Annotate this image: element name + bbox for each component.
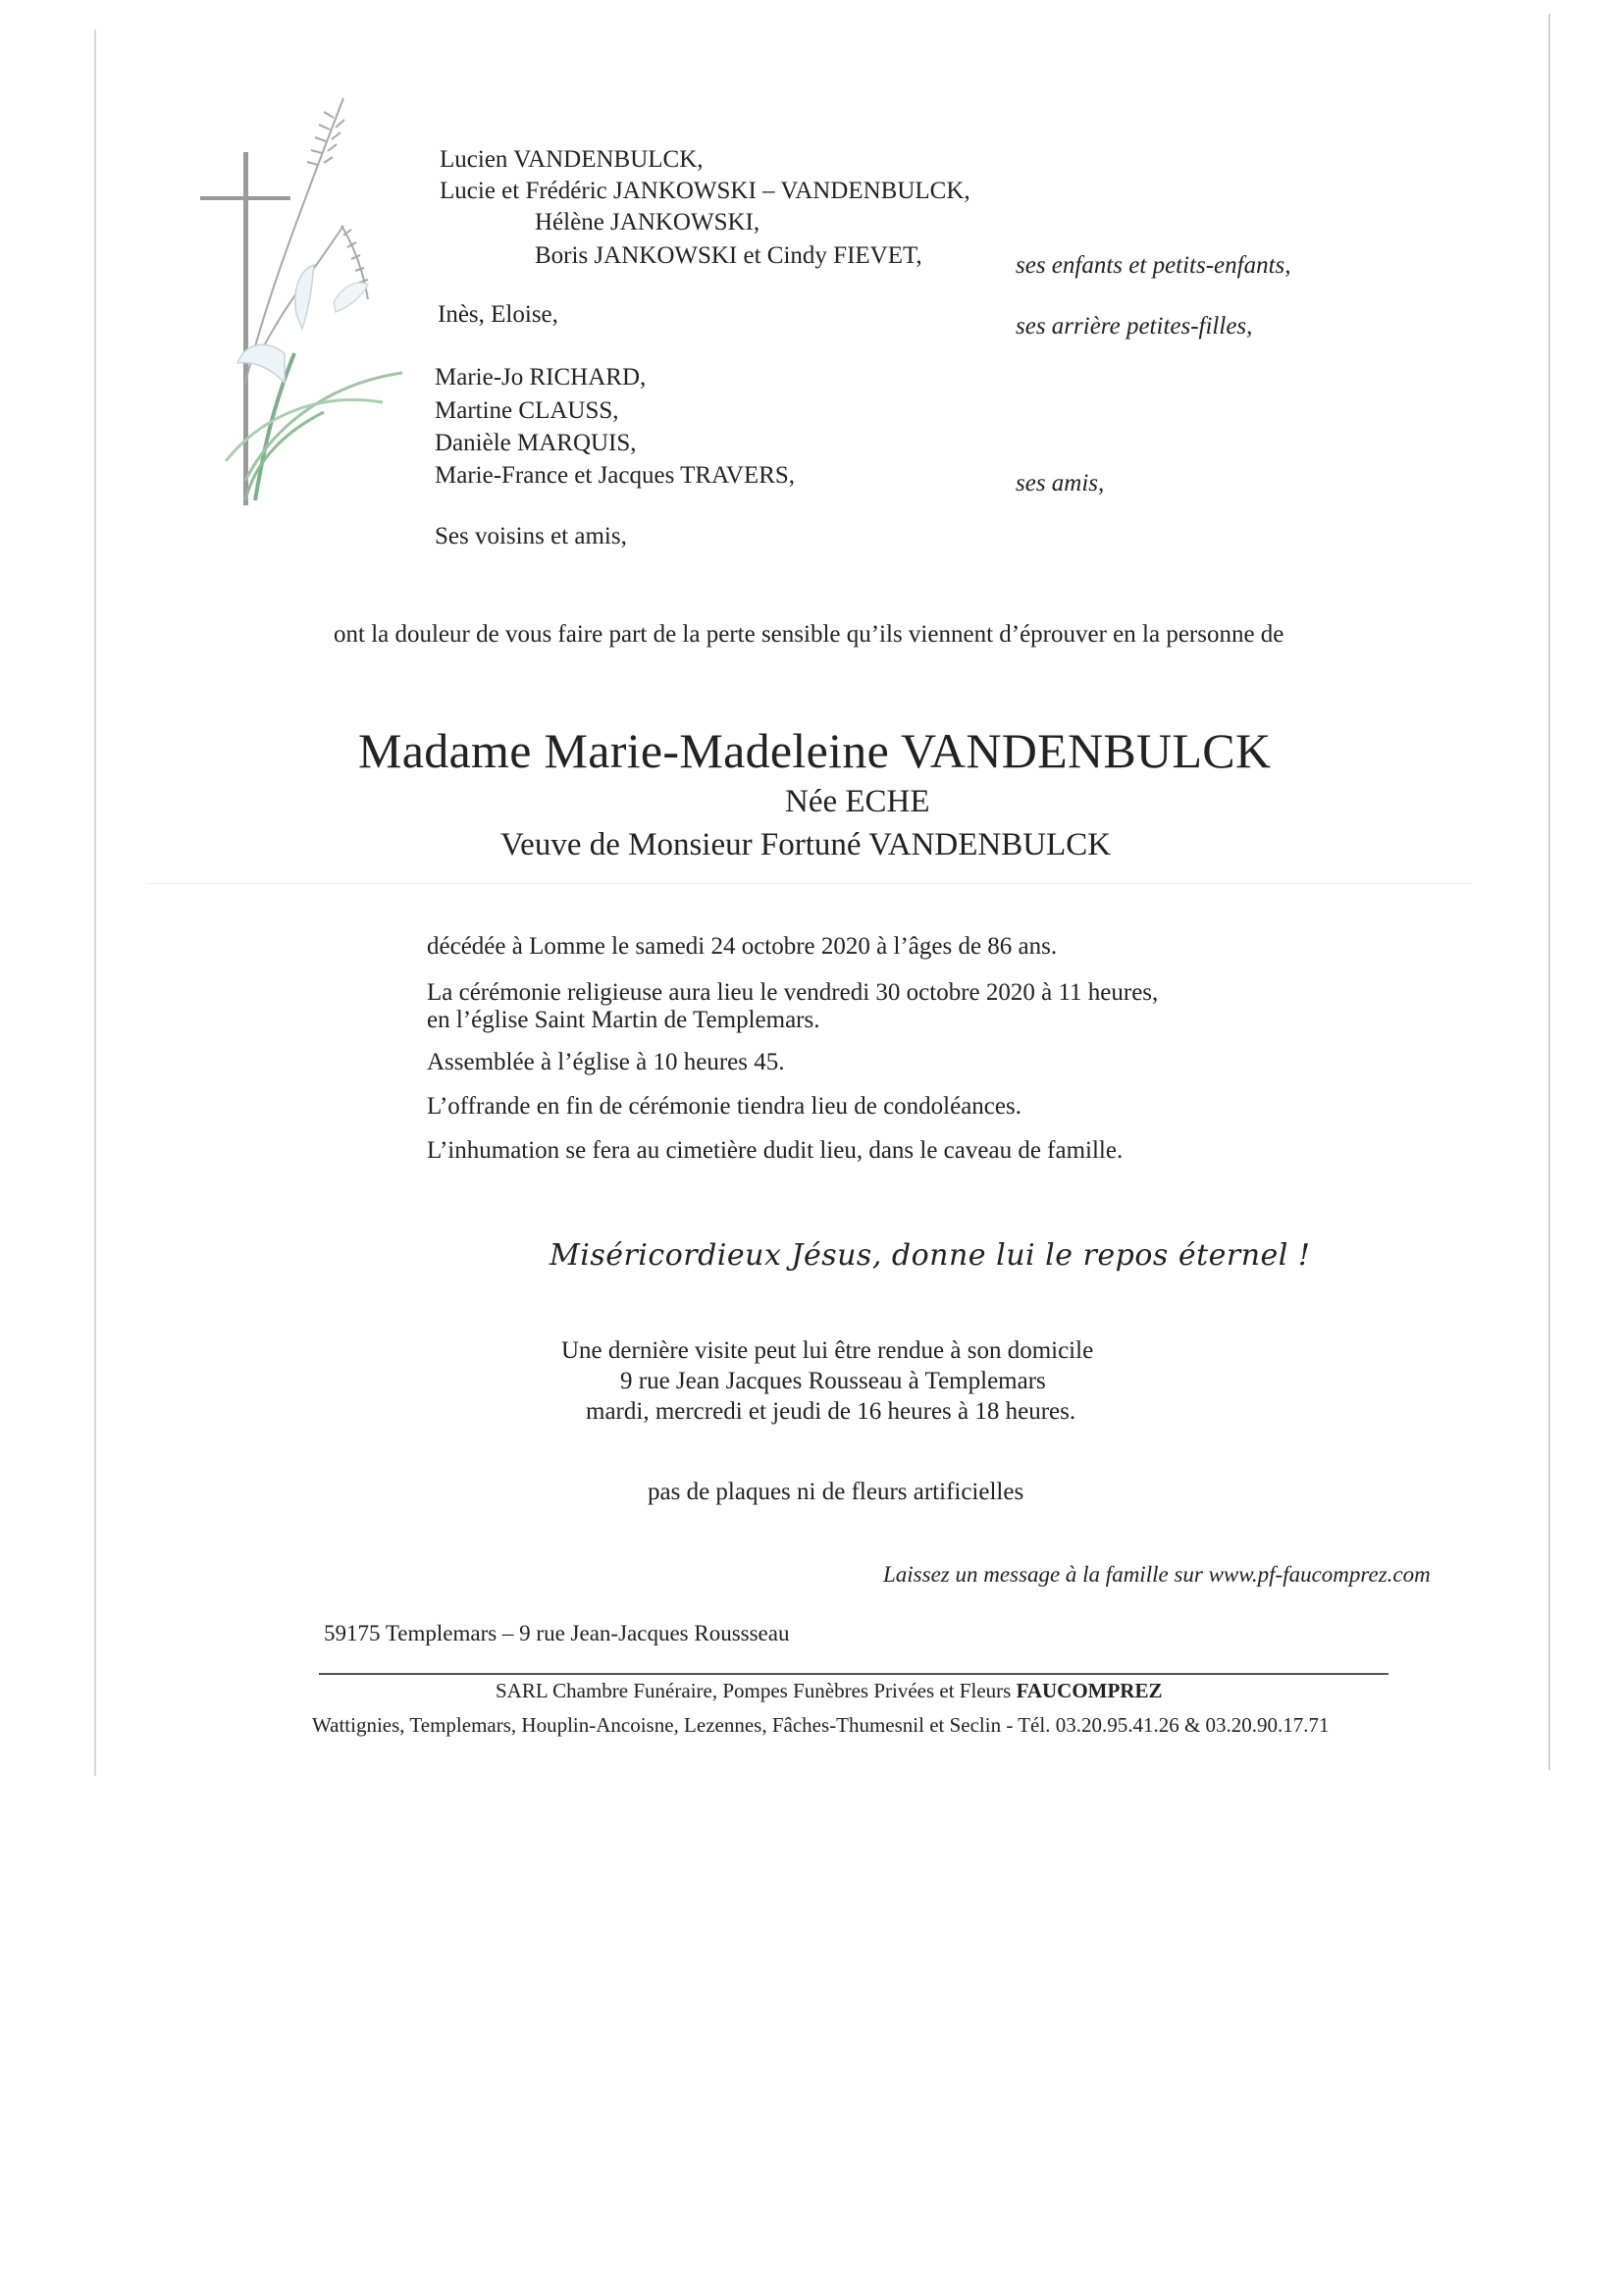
announcement-text: ont la douleur de vous faire part de la perte sensible qu’ils viennent d’éprouver en la personne de <box>334 621 1284 648</box>
detail-line: Assemblée à l’église à 10 heures 45. <box>427 1049 785 1075</box>
footer-company-prefix: SARL Chambre Funéraire, Pompes Funèbres Privées et Fleurs <box>496 1679 1012 1702</box>
detail-line: décédée à Lomme le samedi 24 octobre 2020 à l’âges de 86 ans. <box>427 933 1058 960</box>
footer-company-name: FAUCOMPREZ <box>1016 1679 1163 1702</box>
cross-lily-decoration <box>186 88 422 530</box>
footer-company <box>496 1678 1163 1703</box>
deceased-born: Née ECHE <box>785 784 930 819</box>
family-line: Lucien VANDENBULCK, <box>440 146 704 173</box>
neighbours-line: Ses voisins et amis, <box>435 523 627 549</box>
family-line: Hélène JANKOWSKI, <box>535 209 760 235</box>
footer-divider <box>319 1673 1388 1675</box>
visit-line: mardi, mercredi et jeudi de 16 heures à 18 heures. <box>586 1398 1076 1425</box>
family-line: Inès, Eloise, <box>438 301 558 328</box>
family-line: Boris JANKOWSKI et Cindy FIEVET, <box>535 242 922 269</box>
family-role: ses amis, <box>1016 470 1105 496</box>
visit-line: Une dernière visite peut lui être rendue à son domicile <box>561 1337 1094 1364</box>
deceased-widow: Veuve de Monsieur Fortuné VANDENBULCK <box>500 827 1112 862</box>
friend-line: Marie-Jo RICHARD, <box>435 364 647 391</box>
family-line: Lucie et Frédéric JANKOWSKI – VANDENBULCK, <box>440 178 970 204</box>
cross-icon <box>200 152 290 505</box>
lily-icon <box>226 265 402 500</box>
friend-line: Danièle MARQUIS, <box>435 430 637 456</box>
prayer-text: Miséricordieux Jésus, donne lui le repos éternel ! <box>550 1238 1311 1273</box>
detail-line: en l’église Saint Martin de Templemars. <box>427 1007 820 1033</box>
wheat-icon <box>245 98 368 383</box>
detail-line: L’inhumation se fera au cimetière dudit lieu, dans le caveau de famille. <box>427 1137 1124 1164</box>
family-role: ses arrière petites-filles, <box>1016 313 1253 339</box>
family-role: ses enfants et petits-enfants, <box>1016 252 1291 279</box>
address-line: 59175 Templemars – 9 rue Jean-Jacques Roussseau <box>324 1621 790 1645</box>
visit-line: 9 rue Jean Jacques Rousseau à Templemars <box>620 1368 1046 1394</box>
deceased-name: Madame Marie-Madeleine VANDENBULCK <box>358 723 1272 778</box>
page-edge-right <box>1548 14 1550 1770</box>
detail-line: La cérémonie religieuse aura lieu le vendredi 30 octobre 2020 à 11 heures, <box>427 979 1159 1006</box>
detail-line: L’offrande en fin de cérémonie tiendra lieu de condoléances. <box>427 1093 1021 1120</box>
page-edge-left <box>94 29 96 1776</box>
scan-fold-line <box>147 883 1472 884</box>
footer-locations: Wattignies, Templemars, Houplin-Ancoisne, Lezennes, Fâches-Thumesnil et Seclin - Tél. 03.20.95.41.26 & 03.20.90.17.71 <box>312 1713 1330 1737</box>
friend-line: Marie-France et Jacques TRAVERS, <box>435 462 796 489</box>
no-flowers-note: pas de plaques ni de fleurs artificielles <box>648 1479 1024 1505</box>
friend-line: Martine CLAUSS, <box>435 397 619 424</box>
message-line: Laissez un message à la famille sur www.pf-faucomprez.com <box>883 1562 1431 1587</box>
